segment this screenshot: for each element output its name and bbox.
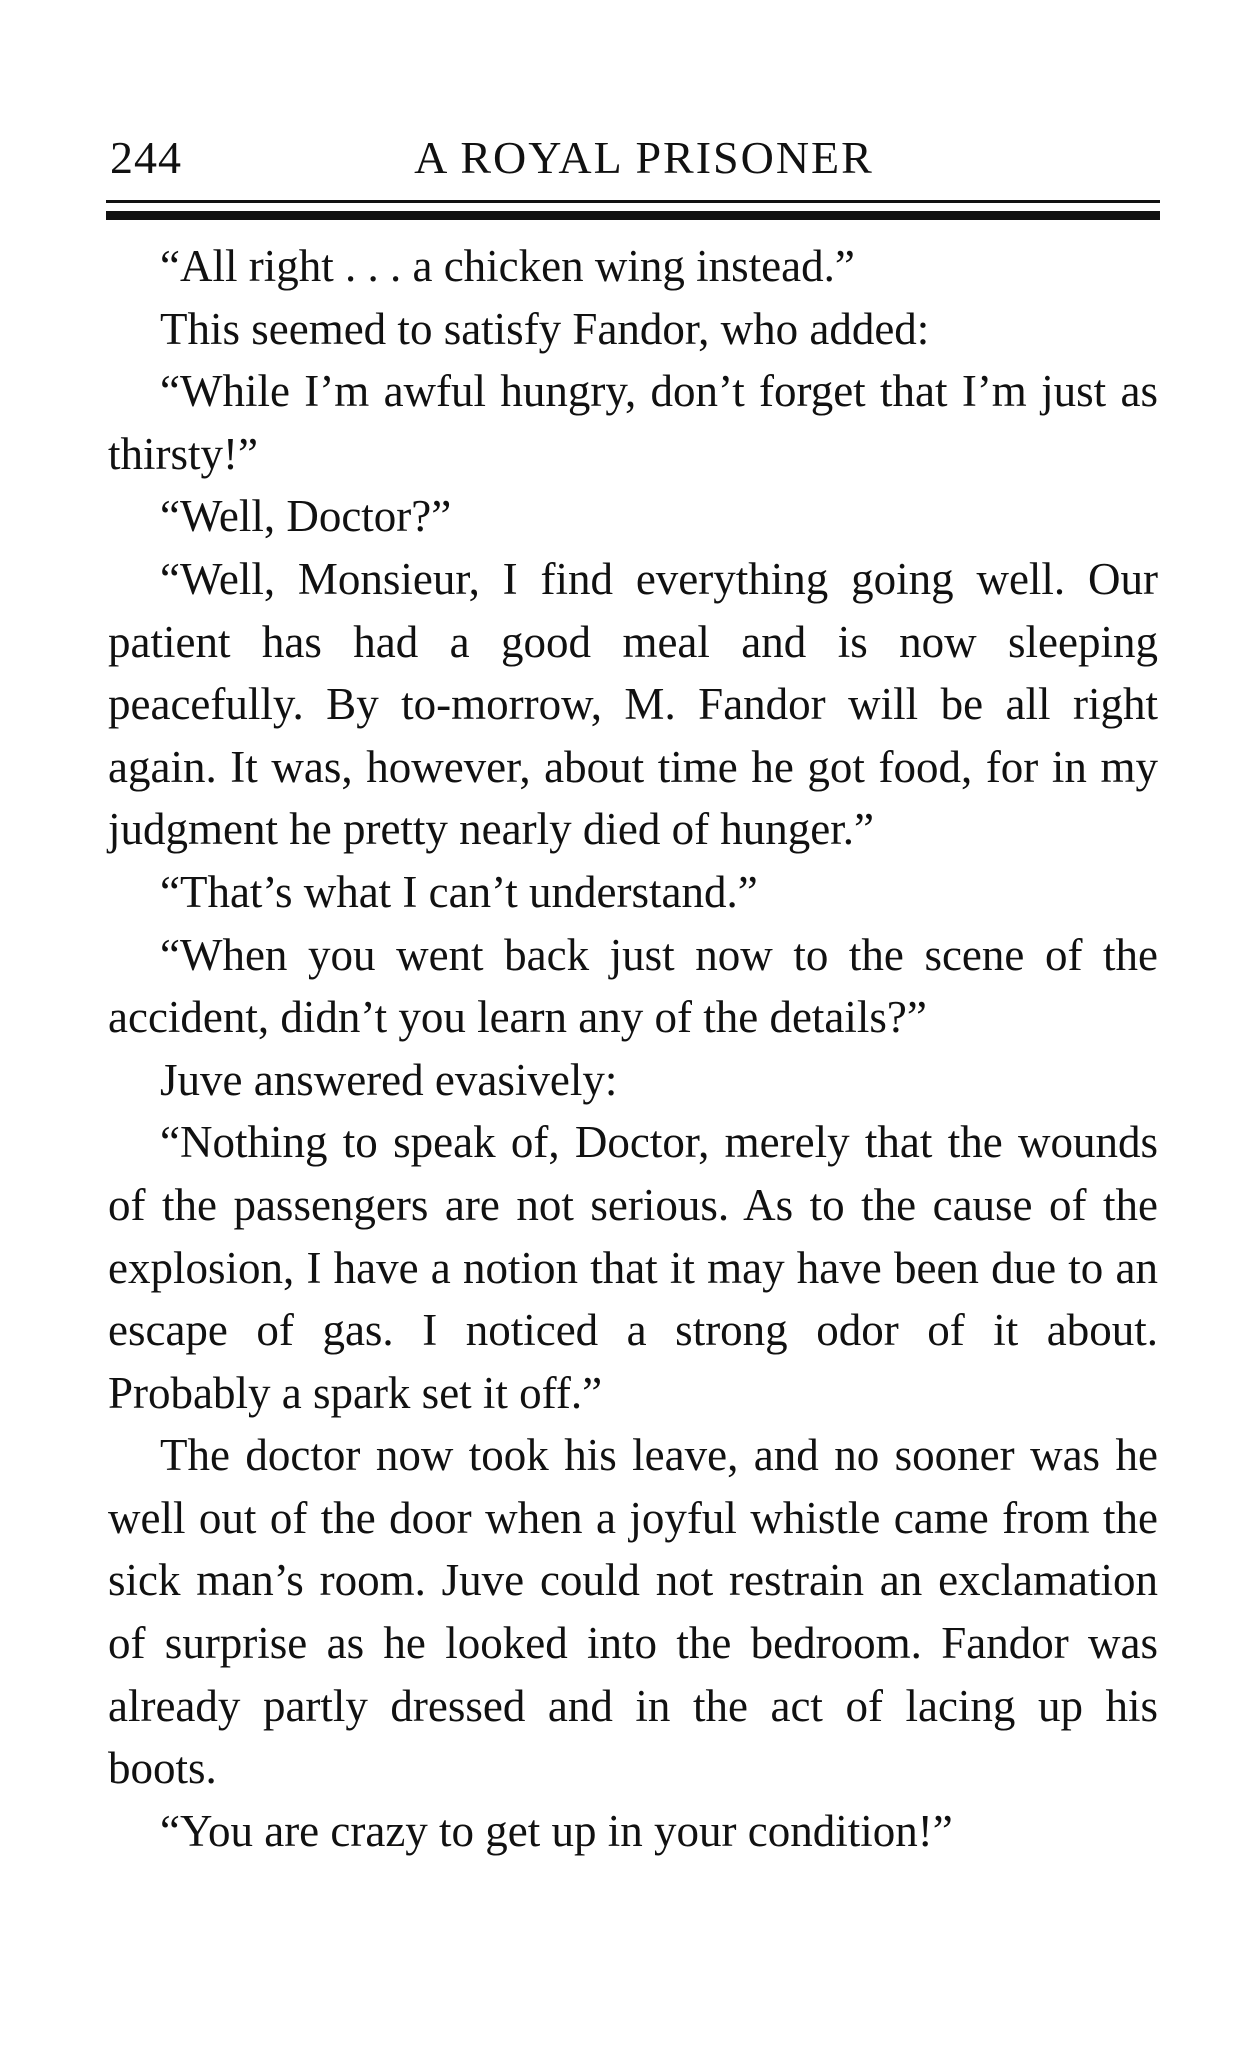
paragraph: “You are crazy to get up in your condition!” (160, 1805, 953, 1856)
paragraph: The doctor now took his leave, and no sooner was he well out of the door when a joyful whistle came from the sick man’s room. Juve could not restrain an exclamation of surprise as he looked into the bedroom. Fandor was already partly dressed and in the act of lacing up his boots. (108, 1430, 1158, 1794)
paragraph: This seemed to satisfy Fandor, who added: (160, 303, 930, 354)
page-number: 244 (110, 132, 182, 183)
running-title: A ROYAL PRISONER (414, 132, 874, 183)
header-rule-thin (106, 200, 1160, 203)
paragraph: “That’s what I can’t understand.” (160, 866, 758, 917)
paragraph: “All right . . . a chicken wing instead.” (160, 241, 855, 291)
paragraph: “Well, Monsieur, I find everything going well. Our patient has had a good meal and is now sleeping peacefully. By to-morrow, M. Fandor will be all right again. It was, however, about time he got food, for in my judgment he pretty nearly died of hunger.” (108, 553, 1158, 855)
body-text (108, 235, 1158, 1862)
paragraph: “Well, Doctor?” (160, 491, 452, 542)
paragraph: “Nothing to speak of, Doctor, merely that the wounds of the passengers are not serious. As to the cause of the explosion, I have a notion that it may have been due to an escape of gas. I noticed a strong odor of it about. Probably a spark set it off.” (108, 1117, 1158, 1418)
paragraph: “While I’m awful hungry, don’t forget that I’m just as thirsty!” (108, 366, 1158, 479)
header-rule-thick (106, 211, 1160, 220)
paragraph: “When you went back just now to the scene of the accident, didn’t you learn any of the details?” (108, 929, 1158, 1043)
page-header (110, 128, 1158, 188)
paragraph: Juve answered evasively: (160, 1054, 618, 1105)
